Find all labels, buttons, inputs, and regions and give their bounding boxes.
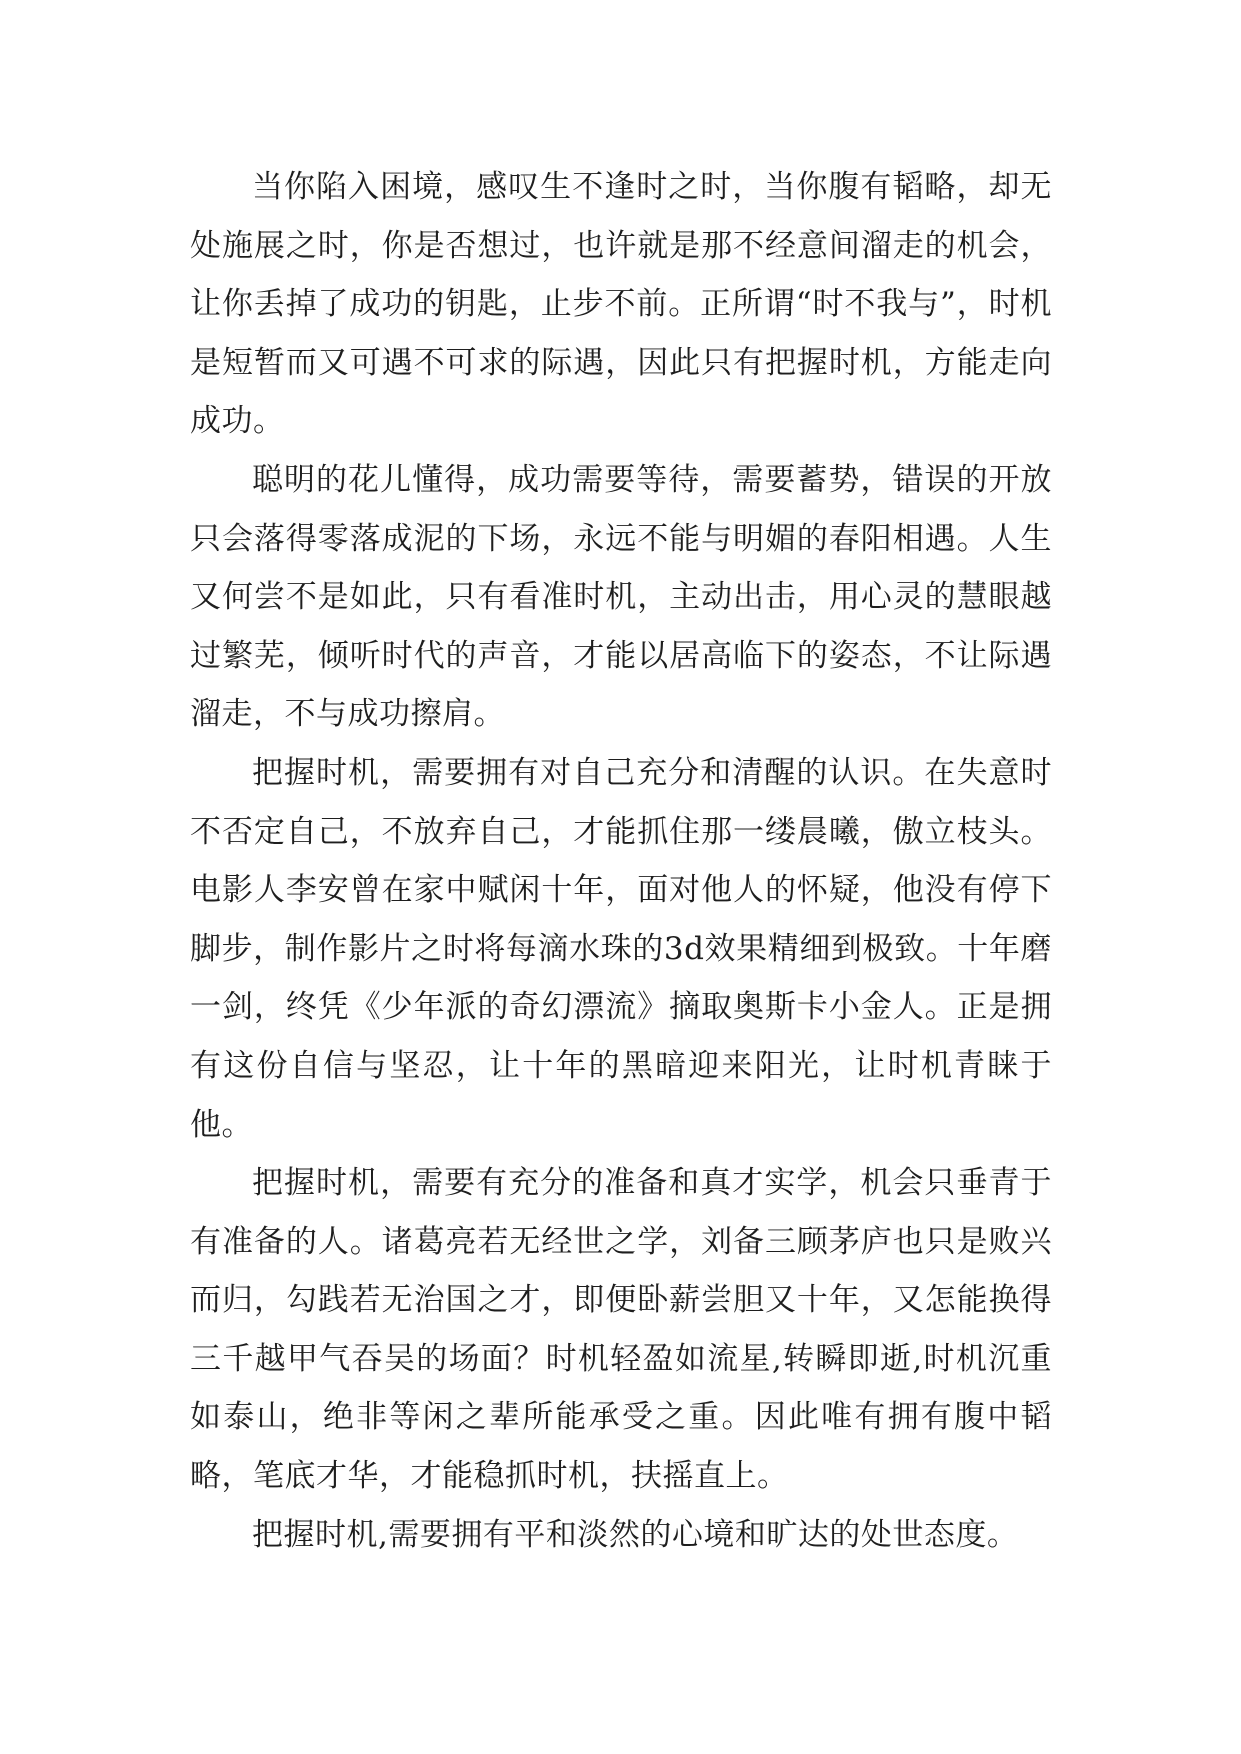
paragraph-5: 把握时机,需要拥有平和淡然的心境和旷达的处世态度。	[252, 1516, 1019, 1553]
paragraph-3: 把握时机，需要拥有对自己充分和清醒的认识。在失意时不否定自己，不放弃自己，才能抓住那一缕晨曦，傲立枝头。电影人李安曾在家中赋闲十年，面对他人的怀疑，他没有停下脚步，制作影片之时将每滴水珠的3d效果精细到极致。十年磨一剑，终凭《少年派的奇幻漂流》摘取奥斯卡小金人。正是拥有这份自信与坚忍，让十年的黑暗迎来阳光，让时机青睐于他。	[190, 754, 1052, 1143]
paragraph-2: 聪明的花儿懂得，成功需要等待，需要蓄势，错误的开放只会落得零落成泥的下场，永远不能与明媚的春阳相遇。人生又何尝不是如此，只有看准时机，主动出击，用心灵的慧眼越过繁芜，倾听时代的声音，才能以居高临下的姿态，不让际遇溜走，不与成功擦肩。	[190, 461, 1052, 733]
paragraph-1: 当你陷入困境，感叹生不逢时之时，当你腹有韬略，却无处施展之时，你是否想过，也许就是那不经意间溜走的机会，让你丢掉了成功的钥匙，止步不前。正所谓“时不我与”，时机是短暂而又可遇不可求的际遇，因此只有把握时机，方能走向成功。	[190, 169, 1052, 440]
essay-body	[190, 158, 1052, 1564]
paragraph-4: 把握时机，需要有充分的准备和真才实学，机会只垂青于有准备的人。诸葛亮若无经世之学，刘备三顾茅庐也只是败兴而归，勾践若无治国之才，即便卧薪尝胆又十年，又怎能换得三千越甲气吞吴的场面？时机轻盈如流星,转瞬即逝,时机沉重如泰山，绝非等闲之辈所能承受之重。因此唯有拥有腹中韬略，笔底才华，才能稳抓时机，扶摇直上。	[190, 1165, 1052, 1495]
